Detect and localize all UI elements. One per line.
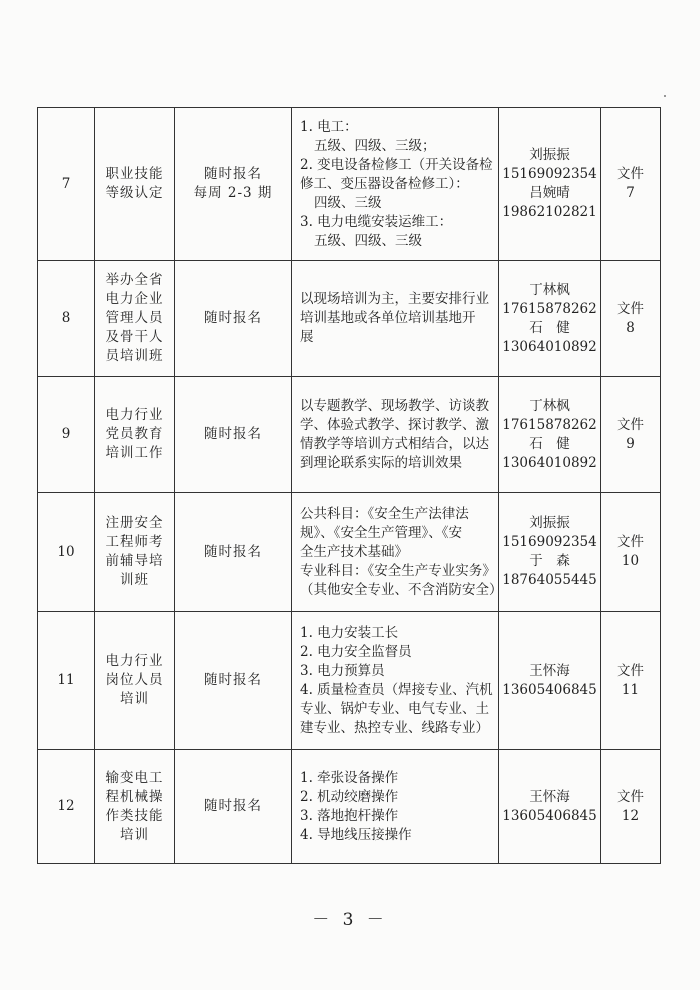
- enrollment-time: [175, 612, 292, 750]
- contact-info: [499, 377, 601, 493]
- enrollment-time: [175, 261, 292, 377]
- document-ref-line: 11: [621, 681, 640, 698]
- training-name: [95, 493, 175, 612]
- training-content-line: 公共科目：《安全生产法律法: [300, 505, 469, 522]
- table-row: [38, 377, 661, 493]
- training-name-line: 员培训班: [105, 348, 164, 364]
- training-content-line: 1. 电工：: [300, 118, 358, 135]
- training-name-line: 注册安全: [105, 515, 164, 531]
- enrollment-time: [175, 750, 292, 864]
- training-content-line: 全生产技术基础》: [300, 543, 408, 560]
- training-name: [95, 750, 175, 864]
- contact-info: [499, 261, 601, 377]
- training-content-line: 规》、《安全生产管理》、《安: [300, 524, 462, 541]
- contact-info-line: 刘振振: [529, 147, 570, 163]
- training-name-line: 电力行业: [105, 653, 164, 669]
- training-name-line: 作类技能: [105, 807, 164, 824]
- training-name-line: 等级认定: [105, 185, 164, 201]
- training-name-line: 电力企业: [105, 291, 164, 307]
- training-content-line: 专业、锅炉专业、电气专业、土: [300, 700, 489, 717]
- document-ref-line: 文件: [617, 788, 644, 805]
- training-content-line: 五级、四级、三级: [314, 232, 422, 249]
- training-name-line: 程机械操: [105, 788, 164, 805]
- training-name-line: 及骨干人: [105, 329, 164, 345]
- training-content: [292, 493, 503, 612]
- table-row: [38, 108, 661, 261]
- contact-info-line: 丁林枫: [529, 397, 570, 414]
- training-content-line: 2. 机动绞磨操作: [300, 788, 399, 805]
- training-content-line: 3. 电力电缆安装运维工：: [300, 213, 453, 230]
- training-content-line: 五级、四级、三级；: [314, 137, 436, 154]
- document-ref: [601, 108, 661, 261]
- training-name: [95, 108, 175, 261]
- contact-info-line: 于 森: [529, 553, 570, 569]
- document-ref-line: 文件: [617, 662, 644, 679]
- training-content: [292, 612, 499, 750]
- training-name-line: 培训: [120, 691, 149, 707]
- training-schedule-table: [37, 107, 661, 864]
- training-content-line: 展: [300, 329, 314, 345]
- training-content: [292, 377, 499, 493]
- training-content-line: 培训基地或各单位培训基地开: [300, 310, 476, 326]
- training-name-line: 管理人员: [105, 310, 164, 326]
- training-name-line: 举办全省: [105, 272, 164, 288]
- enrollment-time-line: 随时报名: [204, 426, 262, 442]
- scan-speck: [664, 95, 666, 97]
- document-ref-line: 文件: [617, 300, 644, 317]
- training-content-line: 4. 质量检查员（焊接专业、汽机: [300, 681, 493, 698]
- contact-info: [499, 612, 601, 750]
- contact-info-line: 丁林枫: [529, 281, 570, 298]
- document-ref: [601, 493, 661, 612]
- contact-info: [499, 750, 601, 864]
- enrollment-time-line: 随时报名: [204, 310, 262, 326]
- contact-info-line: 17615878262: [502, 416, 597, 433]
- training-content-line: 3. 落地抱杆操作: [300, 807, 399, 824]
- training-content-line: 4. 导地线压接操作: [300, 826, 412, 843]
- training-name-line: 电力行业: [105, 407, 164, 423]
- contact-info-line: 17615878262: [502, 300, 597, 317]
- training-name-line: 岗位人员: [105, 672, 164, 688]
- training-content-line: （其他安全专业、不含消防安全）: [300, 581, 503, 598]
- training-content: [292, 750, 499, 864]
- training-content-line: 1. 牵张设备操作: [300, 769, 399, 786]
- row-number: 12: [38, 750, 95, 864]
- table-row: [38, 493, 661, 612]
- contact-info: [499, 493, 601, 612]
- document-ref-line: 10: [621, 553, 640, 569]
- training-content-line: 2. 变电设备检修工（开关设备检: [300, 156, 493, 173]
- document-ref-line: 文件: [617, 534, 644, 550]
- document-ref: [601, 750, 661, 864]
- training-content-line: 以专题教学、现场教学、访谈教: [300, 397, 489, 414]
- document-ref-line: 文件: [617, 416, 644, 433]
- table-row: [38, 750, 661, 864]
- enrollment-time-line: 随时报名: [204, 798, 262, 814]
- document-ref: [601, 261, 661, 377]
- document-ref-line: 文件: [617, 166, 644, 182]
- contact-info-line: 石 健: [529, 319, 570, 336]
- table-row: [38, 261, 661, 377]
- document-ref-line: 7: [626, 185, 635, 201]
- enrollment-time-line: 随时报名: [204, 166, 262, 182]
- row-number: 8: [38, 261, 95, 377]
- contact-info-line: 18764055445: [502, 572, 597, 588]
- contact-info-line: 19862102821: [502, 204, 597, 220]
- document-ref-line: 8: [626, 319, 635, 336]
- training-name-line: 职业技能: [105, 166, 164, 182]
- training-name-line: 输变电工: [105, 769, 164, 786]
- training-name: [95, 377, 175, 493]
- contact-info-line: 15169092354: [502, 534, 597, 550]
- document-ref-line: 9: [626, 435, 635, 452]
- contact-info: [499, 108, 601, 261]
- contact-info-line: 王怀海: [529, 788, 570, 805]
- training-name-line: 工程师考: [105, 534, 164, 550]
- contact-info-line: 吕婉晴: [529, 185, 570, 201]
- document-ref: [601, 377, 661, 493]
- training-content-line: 情教学等培训方式相结合，以达: [300, 435, 489, 452]
- training-content: [292, 108, 499, 261]
- training-content-line: 3. 电力预算员: [300, 662, 385, 679]
- training-content: [292, 261, 499, 377]
- row-number: 7: [38, 108, 95, 261]
- training-content-line: 到理论联系实际的培训效果: [300, 454, 462, 471]
- contact-info-line: 15169092354: [502, 166, 597, 182]
- training-content-line: 2. 电力安全监督员: [300, 643, 412, 660]
- training-content-line: 四级、三级: [314, 194, 382, 211]
- training-name-line: 培训工作: [105, 445, 164, 461]
- row-number: 11: [38, 612, 95, 750]
- training-name-line: 前辅导培: [105, 553, 164, 569]
- table-body: [38, 108, 661, 864]
- enrollment-time: [175, 108, 292, 261]
- document-ref-line: 12: [621, 807, 640, 824]
- training-content-line: 建专业、热控专业、线路专业）: [300, 719, 489, 736]
- training-content-line: 学、体验式教学、探讨教学、激: [300, 416, 489, 433]
- contact-info-line: 石 健: [529, 435, 570, 452]
- page-number: － 3 －: [312, 910, 388, 930]
- training-name-line: 训班: [120, 572, 149, 588]
- enrollment-time-line: 随时报名: [204, 672, 262, 688]
- row-number: 10: [38, 493, 95, 612]
- contact-info-line: 13605406845: [502, 807, 597, 824]
- training-name-line: 党员教育: [105, 426, 164, 442]
- contact-info-line: 王怀海: [529, 662, 570, 679]
- contact-info-line: 刘振振: [529, 515, 570, 531]
- training-content-line: 1. 电力安装工长: [300, 624, 399, 641]
- contact-info-line: 13064010892: [502, 338, 597, 355]
- table-row: [38, 612, 661, 750]
- row-number: 9: [38, 377, 95, 493]
- training-content-line: 专业科目：《安全生产专业实务》: [300, 562, 496, 579]
- training-name-line: 培训: [120, 826, 149, 843]
- training-name: [95, 612, 175, 750]
- training-content-line: 修工、变压器设备检修工）：: [300, 175, 469, 192]
- training-name: [95, 261, 175, 377]
- enrollment-time-line: 随时报名: [204, 543, 262, 560]
- enrollment-time: [175, 377, 292, 493]
- contact-info-line: 13064010892: [502, 454, 597, 471]
- contact-info-line: 13605406845: [502, 681, 597, 698]
- enrollment-time: [175, 493, 292, 612]
- training-content-line: 以现场培训为主，主要安排行业: [300, 291, 489, 307]
- document-ref: [601, 612, 661, 750]
- enrollment-time-line: 每周 2-3 期: [193, 185, 273, 201]
